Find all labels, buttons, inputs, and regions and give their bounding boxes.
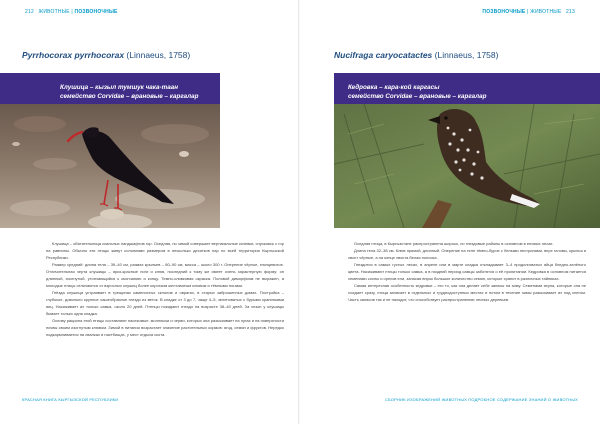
left-footer: КРАСНАЯ КНИГА КЫРГЫЗСКОЙ РЕСПУБЛИКИ bbox=[22, 397, 119, 402]
left-paragraph: Гнёзда клушица устраивает в трещинах каменистых склонов и оврагах, в старых заброшенных домах. Постройка – глубокое, довольно крупное чашеобразное гнездо из веток. В кладке от 3 до 7, чаще 4–5, зеленоватых с бурыми крапинками яиц. Насиживает их только самка, около 20 дней. Птенцы покидают гнездо на возрасте 38–40 дней. За сезон у клушицы бывает только одна кладка. bbox=[46, 290, 284, 316]
left-paragraph: Основу рациона этой птицы составляют насекомые, моллюски и черви, которых она разыскивает на лугах и на поверхности почвы своим изогнутым клювом. Зимой в питании возрастает значение растительных кормов: ягод, семян и фруктов. Нередко подкармливается на свалках и пастбищах, у мест отдыха скота. bbox=[46, 318, 285, 337]
left-page-number: 212 bbox=[25, 9, 34, 15]
bird-photo-chough-icon bbox=[0, 104, 220, 228]
right-caption-line2: семейство Corvidae – врановые – каргалар bbox=[348, 93, 487, 101]
right-paragraph: Гнездится в самых густых лесах, в апреле или в марте кладка откладывает 3–4 продолговатых яйца бледно-зелёного цвета. Насиживают птицы только самка, а в поздний период самцы заботятся о её пропитании. Кедровка в основном питается семенами сосны и орехов ели, запасая впрок большое количество семян, которые хранит в различных тайниках. bbox=[348, 262, 586, 281]
left-subsection: ПОЗВОНОЧНЫЕ bbox=[74, 9, 118, 15]
right-page bbox=[300, 0, 600, 424]
left-species-latin: Pyrrhocorax pyrrhocorax bbox=[22, 50, 125, 60]
right-running-header: ПОЗВОНОЧНЫЕ | ЖИВОТНЫЕ 213 bbox=[482, 9, 575, 15]
right-body-text bbox=[348, 240, 586, 303]
bird-photo-nutcracker-icon bbox=[334, 104, 600, 228]
right-paragraph: Оседлая птица, в Кыргызстане распространена широко, но гнездовые районы в основном в еловых лесах. bbox=[354, 241, 554, 246]
left-species-title bbox=[22, 50, 190, 60]
right-species-latin: Nucifraga caryocatactes bbox=[334, 50, 433, 60]
right-paragraph: Самая интересная особенность кедровки – это то, как она делает себе запасы на зиму. Семенами зерна, которые она не съедает сразу, птица запасает в отдельных и труднодоступных местах и потом в течение зимы разыскивает их под снегом. Часть запасов так и не находит, что способствует распространению лесных деревьев. bbox=[348, 283, 586, 302]
right-species-author: (Linnaeus, 1758) bbox=[434, 50, 499, 60]
left-paragraph: Размер средний: длина тела – 39–40 см, размах крыльев – 80–90 см, масса – около 300 г. Оперение чёрное, глянцевитое. Отличительная черта клушицы – ярко-красные ноги и клюв, последний к тому же имеет очень характерную форму: он длинный, изогнутый, утончающийся к окончанию и концу. Темно-оливковая окраска. Половой диморфизм не выражен, а молодые птицы отличаются от взрослых клушиц более коротким желтоватым клювом и тёмными ногами. bbox=[46, 262, 284, 288]
right-page-number: 213 bbox=[566, 9, 575, 15]
left-section: ЖИВОТНЫЕ bbox=[38, 9, 70, 15]
left-running-header: 212 ЖИВОТНЫЕ | ПОЗВОНОЧНЫЕ bbox=[25, 9, 118, 15]
right-subsection: ПОЗВОНОЧНЫЕ bbox=[482, 9, 526, 15]
right-footer: СБОРНИК ИЗОБРАЖЕНИЙ ЖИВОТНЫХ ПОДРОБНОЕ СОДЕРЖАНИЕ ЗНАНИЙ О ЖИВОТНЫХ bbox=[384, 397, 578, 402]
left-caption-line2: семейство Corvidae – врановые – каргалар bbox=[60, 93, 199, 101]
left-caption-line1: Клушица – кызыл тумшук чака-таан bbox=[60, 84, 179, 91]
left-paragraph: Клушица – обитательница скальных ландшафтов гор. Оседлая, но зимой совершает вертикальные кочевки, спускаясь с гор на равнины. Обычно эти птицы живут колониями размером в несколько десятков пар по всей территории Кыргызской Республики. bbox=[46, 241, 285, 260]
right-paragraph: Длина тела 32–38 см. Клюв прямой, длинный. Оперение на теле тёмно-бурое с белыми пестринами, верх головы, крылья и хвост чёрные, а на конце хвоста белая полоска. bbox=[348, 248, 586, 260]
right-caption-line1: Кедровка – кара-кой каргасы bbox=[348, 84, 440, 91]
right-section: ЖИВОТНЫЕ bbox=[530, 9, 562, 15]
nutcracker-photo bbox=[334, 104, 600, 228]
chough-photo bbox=[0, 104, 220, 228]
left-species-author: (Linnaeus, 1758) bbox=[126, 50, 191, 60]
right-species-title bbox=[334, 50, 498, 60]
left-body-text bbox=[46, 240, 284, 338]
